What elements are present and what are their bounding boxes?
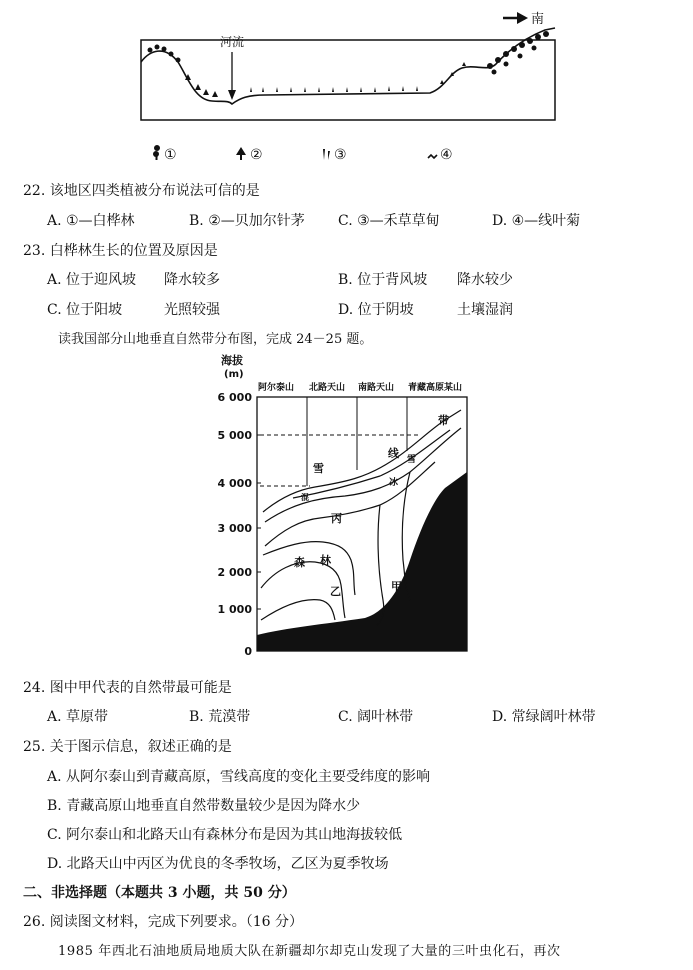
y-tick-2000: 2 000 — [217, 566, 252, 579]
profile-frame — [141, 40, 555, 120]
q24-option-b: B. 荒漠带 — [189, 709, 251, 725]
y-tick-6000: 6 000 — [217, 391, 252, 404]
q25-option-a: A. 从阿尔泰山到青藏高原，雪线高度的变化主要受纬度的影响 — [47, 769, 431, 785]
legend-num-1: ① — [164, 147, 177, 163]
conifer-tree-icon — [236, 147, 246, 160]
label-jia: 甲 — [391, 580, 402, 593]
conifer-cluster-valley — [185, 74, 218, 97]
profile-legend — [153, 145, 453, 163]
label-yi: 乙 — [330, 585, 341, 598]
q23-stem: 23. 白桦林生长的位置及原因是 — [23, 243, 218, 259]
q22-option-c: C. ③—禾草草甸 — [338, 213, 440, 229]
q24-stem: 24. 图中甲代表的自然带最可能是 — [23, 680, 232, 696]
q23-option-b-reason: 降水较少 — [457, 272, 513, 288]
q24-option-d: D. 常绿阔叶林带 — [492, 709, 596, 725]
birch-cluster-left — [148, 45, 181, 63]
q24-option-a: A. 草原带 — [47, 709, 109, 725]
label-forest-1: 森 — [294, 556, 305, 569]
q26-text: 1985 年西北石油地质局地质大队在新疆却尔却克山发现了大量的三叶虫化石，再次 — [58, 944, 561, 959]
legend-item-3 — [323, 147, 347, 163]
y-tick-5000: 5 000 — [217, 429, 252, 442]
mountain-label-4: 青藏高原某山 — [408, 383, 463, 393]
q23-option-b-pos: B. 位于背风坡 — [338, 272, 428, 288]
label-ice: 冰 — [389, 478, 399, 488]
vegetation-marks — [148, 31, 550, 97]
y-tick-0: 0 — [244, 645, 252, 658]
q25-option-b: B. 青藏高原山地垂直自然带数量较少是因为降水少 — [47, 798, 361, 814]
q24-option-c: C. 阔叶林带 — [338, 709, 414, 725]
q23-option-d-pos: D. 位于阴坡 — [338, 302, 414, 318]
dark-ground — [257, 472, 467, 651]
yi-lower — [261, 600, 335, 620]
q23-option-d-reason: 土壤湿润 — [457, 302, 513, 318]
y-tick-3000: 3 000 — [217, 522, 252, 535]
river-arrow-head — [228, 90, 236, 100]
q22-stem: 22. 该地区四类植被分布说法可信的是 — [23, 183, 260, 199]
y-axis-title: 海拔 — [221, 354, 243, 367]
legend-item-2 — [236, 147, 263, 163]
south-arrow-head — [517, 12, 528, 24]
label-mixed: 混 — [301, 493, 309, 502]
legend-num-2: ② — [250, 147, 263, 163]
y-tick-4000: 4 000 — [217, 477, 252, 490]
mountain-label-2: 北路天山 — [309, 383, 346, 393]
q23-option-a-reason: 降水较多 — [164, 272, 220, 288]
section2-note: （本题共 3 小题，共 50 分） — [107, 885, 296, 901]
q22-option-a: A. ①—白桦林 — [47, 213, 135, 229]
q25-stem: 25. 关于图示信息，叙述正确的是 — [23, 739, 232, 755]
section2-title: 二、非选择题 — [23, 885, 107, 901]
q22-option-d: D. ④—线叶菊 — [492, 213, 581, 229]
label-small-snow: 雪 — [407, 455, 417, 465]
birch-cluster-right — [487, 31, 549, 75]
label-snow-2: 线 — [388, 447, 399, 460]
legend-item-1 — [153, 145, 177, 163]
south-label: 南 — [531, 12, 545, 27]
legend-item-4 — [428, 147, 453, 163]
q25-option-d: D. 北路天山中丙区为优良的冬季牧场，乙区为夏季牧场 — [47, 856, 389, 872]
jia-left — [377, 505, 384, 625]
legend-num-4: ④ — [440, 147, 453, 163]
grass-icon — [323, 149, 330, 160]
birch-tree-icon — [153, 145, 160, 160]
q23-option-c-reason: 光照较强 — [164, 302, 220, 318]
mountain-label-3: 南路天山 — [358, 383, 395, 393]
y-tick-1000: 1 000 — [217, 603, 252, 616]
q23-option-a-pos: A. 位于迎风坡 — [47, 272, 137, 288]
label-snow-1: 雪 — [313, 462, 324, 475]
vertical-zone-diagram — [205, 350, 485, 665]
legend-num-3: ③ — [334, 147, 347, 163]
intro-24-25: 读我国部分山地垂直自然带分布图，完成 24－25 题。 — [58, 332, 373, 347]
y-axis-unit: (m) — [224, 369, 244, 380]
label-bing: 丙 — [331, 512, 342, 525]
label-snow-3: 带 — [438, 414, 449, 427]
label-forest-2: 林 — [320, 554, 331, 567]
grass-cluster-floor — [250, 86, 418, 92]
y-ticks — [218, 391, 261, 658]
q25-option-c: C. 阿尔泰山和北路天山有森林分布是因为其山地海拔较低 — [47, 827, 403, 843]
q23-option-c-pos: C. 位于阳坡 — [47, 302, 123, 318]
terrain-profile-figure — [0, 0, 693, 170]
q22-option-b: B. ②—贝加尔针茅 — [189, 213, 305, 229]
mountain-label-1: 阿尔泰山 — [258, 383, 295, 393]
river-label: 河流 — [220, 35, 245, 49]
section2-heading — [23, 882, 296, 902]
low-plant-icon — [428, 155, 437, 158]
q26-stem: 26. 阅读图文材料，完成下列要求。（16 分） — [23, 914, 303, 930]
snowline-curve — [263, 410, 461, 512]
